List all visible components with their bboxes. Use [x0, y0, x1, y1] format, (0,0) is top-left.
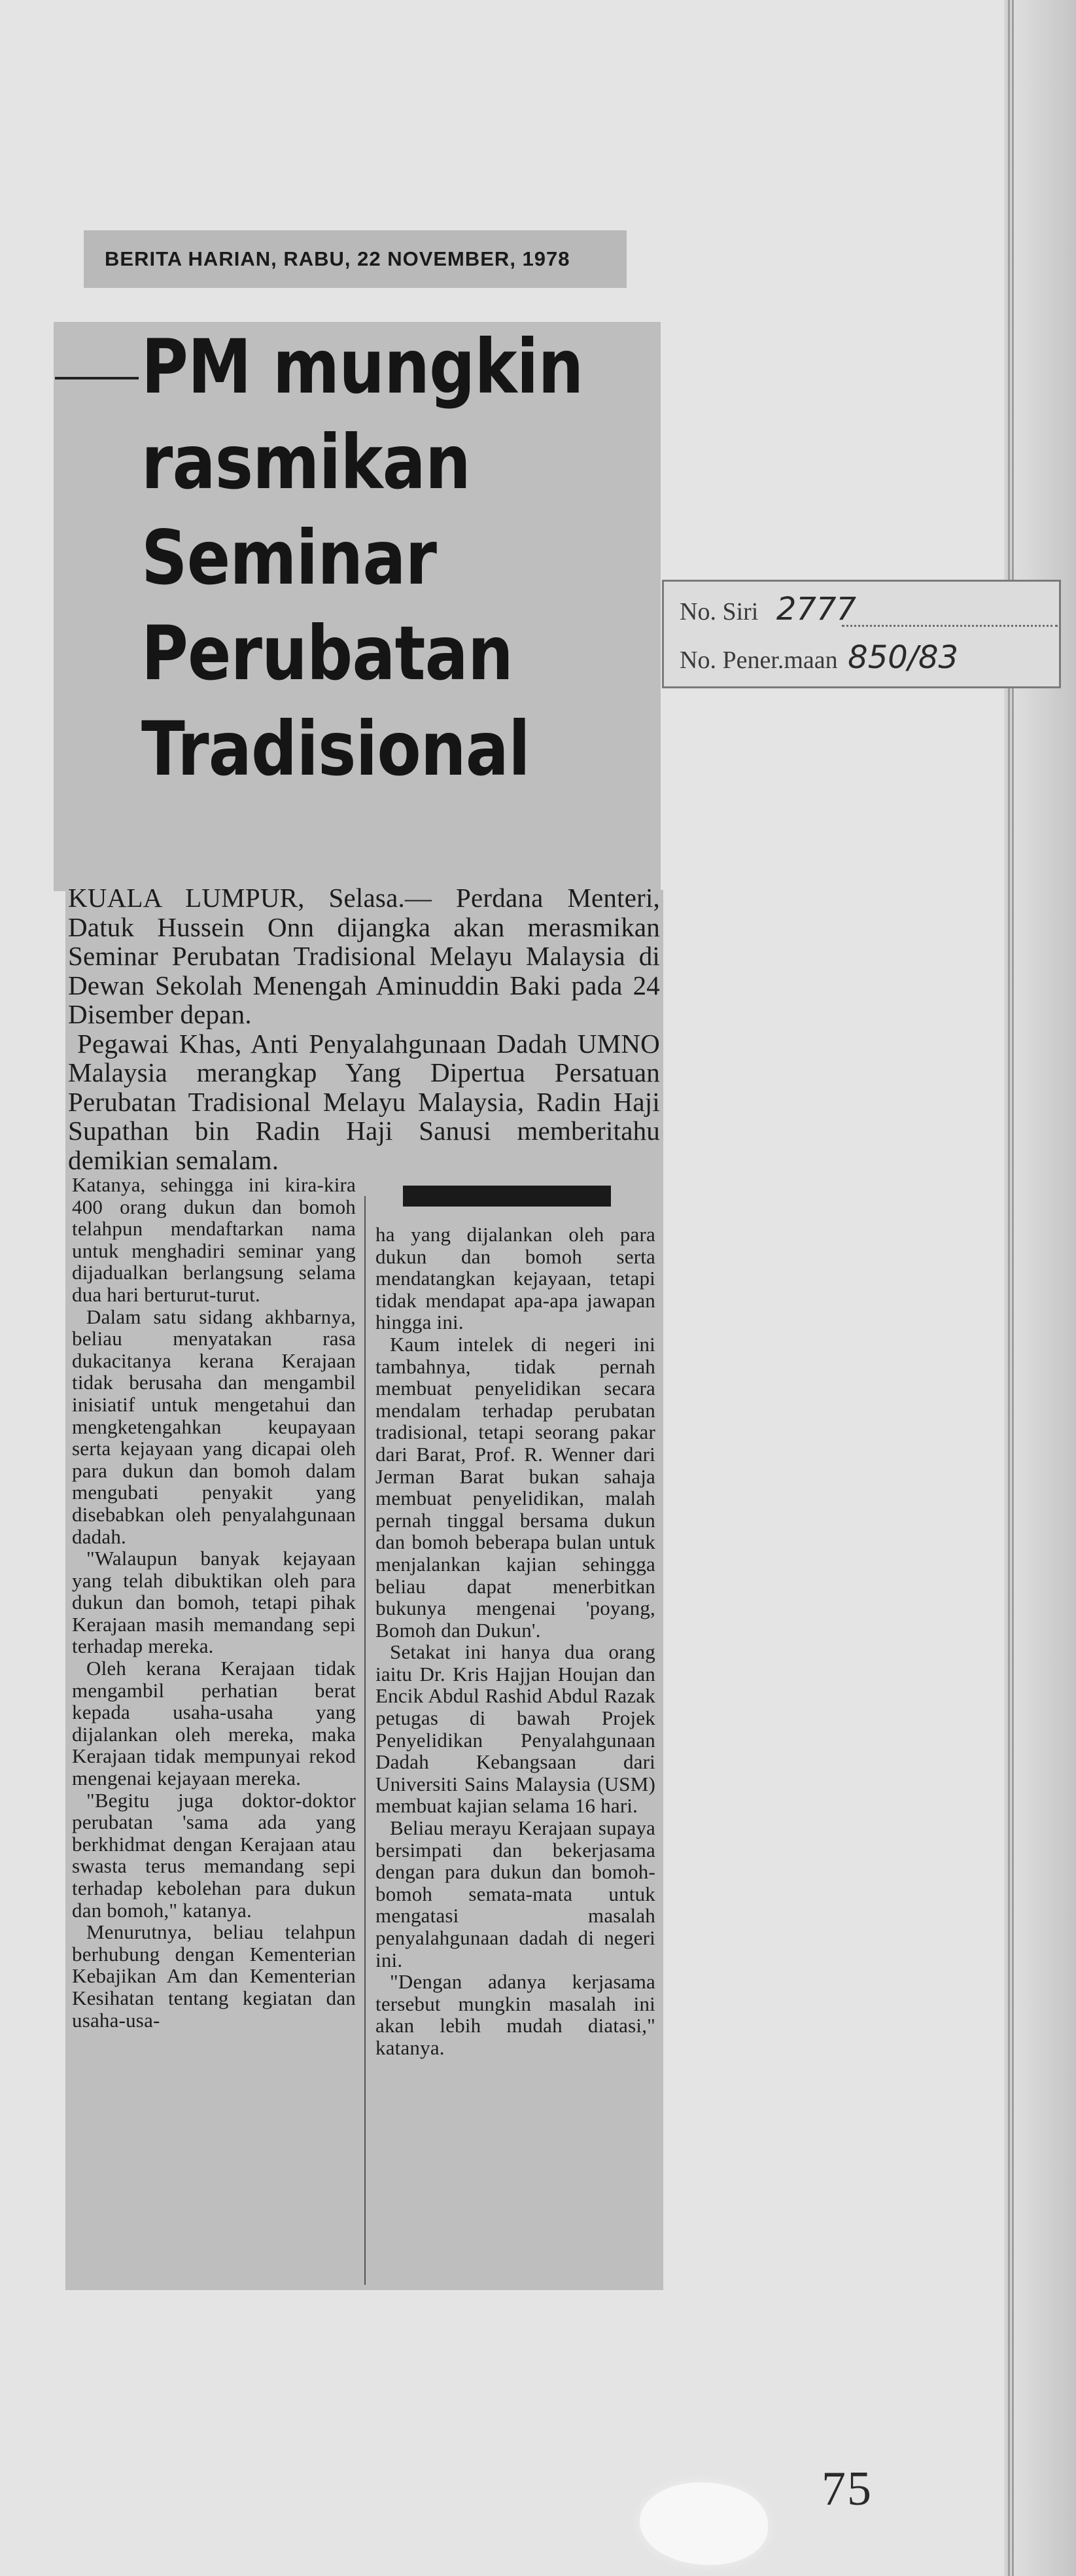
column-paragraph: ha yang dijalankan oleh para dukun dan bomoh serta mendatangkan kejayaan, tetapi tidak mendapat apa-apa jawapan hingga ini.: [375, 1223, 655, 1334]
article-column-right: [375, 1224, 655, 2059]
stamp-row-siri: [680, 591, 856, 630]
stamp-dotted-line: [842, 625, 1058, 627]
column-paragraph: Oleh kerana Kerajaan tidak mengambil perhatian berat kepada usaha-usaha yang dijalankan oleh mereka, maka Kerajaan tidak mempunyai rekod mengenai kejayaan mereka.: [72, 1657, 356, 1790]
stamp-siri-value: 2777: [776, 591, 857, 627]
paper-tear: [640, 2482, 768, 2565]
column-paragraph: Beliau merayu Kerajaan supaya bersimpati dan bekerjasama dengan para dukun dan bomoh-bomoh semata-mata untuk mengatasi masalah penyalahgunaan dadah di negeri ini.: [375, 1816, 655, 1971]
edge-line: [1008, 0, 1010, 2576]
archive-stamp: [662, 580, 1061, 688]
column-paragraph: Katanya, sehingga ini kira-kira 400 orang dukun dan bomoh telahpun mendaftarkan nama untuk menghadiri seminar yang dijadualkan berlangsung selama dua hari berturut-turut.: [72, 1173, 356, 1306]
headline-line: Perubatan: [141, 610, 513, 697]
page-number: 75: [822, 2462, 873, 2516]
column-paragraph: Menurutnya, beliau telahpun berhubung dengan Kementerian Kebajikan Am dan Kementerian Kesihatan tentang kegiatan dan usaha-usa-: [72, 1920, 356, 2032]
intro-paragraph: KUALA LUMPUR, Selasa.— Perdana Menteri, Datuk Hussein Onn dijangka akan merasmikan Seminar Perubatan Tradisional Melayu Malaysia di Dewan Sekolah Menengah Aminuddin Baki pada 24 Disember depan.: [68, 883, 660, 1029]
headline-line: Tradisional: [141, 705, 530, 792]
stamp-siri-label: No. Siri: [680, 598, 759, 626]
column-paragraph: Setakat ini hanya dua orang iaitu Dr. Kris Hajjan Houjan dan Encik Abdul Rashid Abdul Razak petugas di bawah Projek Penyelidikan Penyalahgunaan Dadah Kebangsaan dari Universiti Sains Malaysia (USM) membuat kajian selama 16 hari.: [375, 1640, 655, 1818]
column-paragraph: "Begitu juga doktor-doktor perubatan 'sama ada yang berkhidmat dengan Kerajaan atau swasta terus memandang sepi terhadap kebolehan para dukun dan bomoh," katanya.: [72, 1788, 356, 1922]
stamp-row-penerimaan: [680, 639, 958, 679]
edge-line: [1012, 0, 1014, 2576]
dateline: BERITA HARIAN, RABU, 22 NOVEMBER, 1978: [84, 230, 627, 288]
headline-line: PM mungkin: [141, 323, 583, 410]
article-column-left: [72, 1174, 356, 2031]
column-paragraph: "Walaupun banyak kejayaan yang telah dibuktikan oleh para dukun dan bomoh, tetapi pihak Kerajaan masih memandang sepi terhadap mereka.: [72, 1547, 356, 1658]
intro-paragraph: Pegawai Khas, Anti Penyalahgunaan Dadah UMNO Malaysia merangkap Yang Dipertua Persatuan Perubatan Tradisional Melayu Malaysia, Radin Haji Supathan bin Radin Haji Sanusi memberitahu demikian semalam.: [68, 1028, 660, 1175]
headline-line: Seminar: [141, 514, 437, 601]
column-paragraph: Kaum intelek di negeri ini tambahnya, tidak pernah membuat penyelidikan secara mendalam terhadap perubatan tradisional, tetapi seorang pakar dari Barat, Prof. R. Wenner dari Jerman Barat bukan sahaja membuat penyelidikan, malah pernah tinggal bersama dukun dan bomoh beberapa bulan untuk menjalankan kajian sehingga beliau dapat menerbitkan bukunya mengenai 'poyang, Bomoh dan Dukun'.: [375, 1332, 655, 1642]
column-rule: [364, 1196, 366, 2285]
column-paragraph: Dalam satu sidang akhbarnya, beliau menyatakan rasa dukacitanya kerana Kerajaan tidak berusaha dan mengambil inisiatif untuk mengetahui dan mengketengahkan keupayaan serta kejayaan yang dicapai oleh para dukun dan bomoh dalam mengubati penyakit yang disebabkan oleh penyalahgunaan dadah.: [72, 1305, 356, 1548]
stamp-penerimaan-value: 850/83: [848, 639, 959, 676]
page-edge: [1004, 0, 1076, 2576]
headline-rule: [55, 377, 139, 379]
column-paragraph: "Dengan adanya kerjasama tersebut mungkin masalah ini akan lebih mudah diatasi," katanya.: [375, 1970, 655, 2059]
stamp-penerimaan-label: No. Pener.maan: [680, 646, 838, 674]
article-intro: [68, 883, 660, 1174]
separator-bar: [403, 1186, 611, 1207]
headline-line: rasmikan: [141, 419, 470, 506]
headline: [141, 319, 583, 797]
